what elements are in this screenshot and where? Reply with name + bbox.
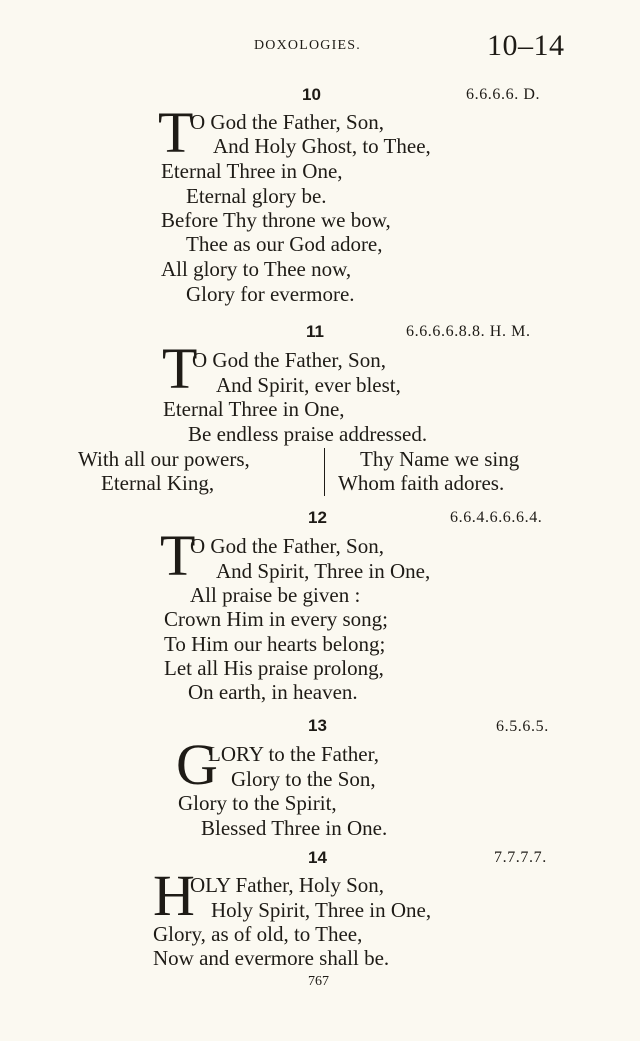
hymn-number: 13	[308, 716, 327, 735]
hymn-number: 11	[306, 322, 324, 341]
hymn-line: O God the Father, Son,	[192, 348, 386, 372]
hymn-meter: 6.5.6.5.	[496, 718, 549, 735]
hymn-line-left: Eternal King,	[101, 471, 215, 495]
hymn-number: 14	[308, 848, 327, 867]
drop-cap: T	[162, 336, 198, 401]
page-number: 767	[308, 974, 329, 989]
hymn-line: Glory to the Son,	[231, 767, 376, 791]
hymn-meter: 6.6.6.6.8.8. H. M.	[406, 323, 531, 340]
hymn-line: And Spirit, ever blest,	[216, 373, 401, 397]
hymn-line: Holy Spirit, Three in One,	[211, 898, 432, 922]
drop-cap: G	[176, 732, 218, 797]
drop-cap: T	[158, 100, 194, 165]
column-divider	[324, 448, 325, 496]
hymn-line: All praise be given :	[190, 583, 361, 607]
hymn-line: LORY to the Father,	[208, 742, 380, 766]
hymn-line: And Holy Ghost, to Thee,	[213, 134, 431, 158]
drop-cap: T	[160, 523, 196, 588]
hymn-line: Eternal glory be.	[186, 184, 327, 208]
hymn-line: Let all His praise prolong,	[164, 656, 384, 680]
hymn-line: Thee as our God adore,	[186, 232, 383, 256]
hymn-number: 10	[302, 85, 321, 104]
hymn-line: Eternal Three in One,	[161, 159, 343, 183]
hymn-line: O God the Father, Son,	[190, 110, 384, 134]
drop-cap: H	[153, 863, 195, 928]
hymn-number-range: 10–14	[487, 29, 565, 62]
hymn-meter: 6.6.4.6.6.6.4.	[450, 509, 543, 526]
hymn-line: OLY Father, Holy Son,	[190, 873, 385, 897]
hymn-line: To Him our hearts belong;	[164, 632, 386, 656]
hymn-line: Before Thy throne we bow,	[161, 208, 391, 232]
hymn-line: Now and evermore shall be.	[153, 946, 390, 970]
hymn-line: All glory to Thee now,	[161, 257, 352, 281]
hymn-line: Eternal Three in One,	[163, 397, 345, 421]
hymn-line: Glory to the Spirit,	[178, 791, 337, 815]
hymn-line: Crown Him in every song;	[164, 607, 388, 631]
hymn-meter: 6.6.6.6. D.	[466, 86, 541, 103]
hymn-line-right: Thy Name we sing	[360, 447, 520, 471]
hymn-line: And Spirit, Three in One,	[216, 559, 431, 583]
hymn-meter: 7.7.7.7.	[494, 849, 547, 866]
hymn-number: 12	[308, 508, 327, 527]
hymn-line-right: Whom faith adores.	[338, 471, 505, 495]
hymn-line: Blessed Three in One.	[201, 816, 388, 840]
hymn-line: Glory, as of old, to Thee,	[153, 922, 363, 946]
hymn-line: On earth, in heaven.	[188, 680, 358, 704]
hymn-line-left: With all our powers,	[78, 447, 250, 471]
running-title: DOXOLOGIES.	[254, 38, 361, 53]
hymn-line: O God the Father, Son,	[190, 534, 384, 558]
hymn-line: Be endless praise addressed.	[188, 422, 428, 446]
hymn-line: Glory for evermore.	[186, 282, 355, 306]
